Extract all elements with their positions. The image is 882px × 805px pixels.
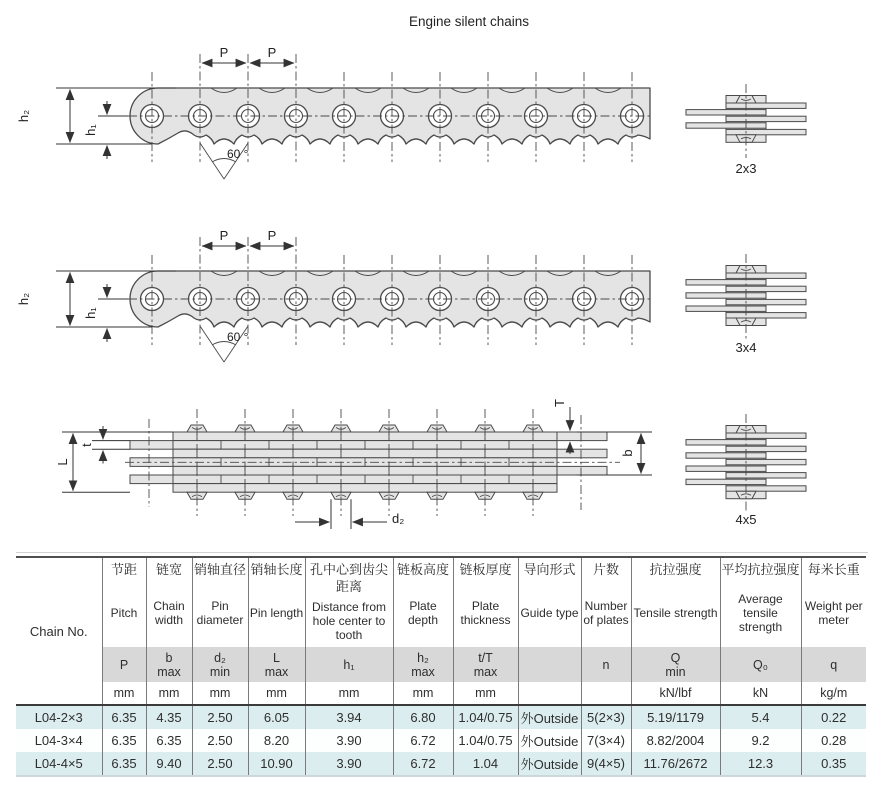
header-row <box>16 557 866 647</box>
unit-cell: kN/lbf <box>631 682 720 705</box>
cell: 外Outside <box>518 729 581 752</box>
cell: 5.4 <box>720 705 801 729</box>
unit-cell: mm <box>146 682 192 705</box>
unit-cell <box>518 682 581 705</box>
cell: 0.22 <box>801 705 866 729</box>
cell: 1.04/0.75 <box>453 729 518 752</box>
cell: 外Outside <box>518 752 581 776</box>
symbol-cell: n <box>581 647 631 682</box>
cell: 外Outside <box>518 705 581 729</box>
chain-plan-view-diagram <box>40 395 685 547</box>
unit-cell: mm <box>102 682 146 705</box>
table-row <box>16 729 866 752</box>
cell: 2.50 <box>192 729 248 752</box>
page-title: Engine silent chains <box>408 14 530 29</box>
stack-section-2x3 <box>660 78 840 180</box>
cell: 0.35 <box>801 752 866 776</box>
symbol-row <box>16 647 866 682</box>
cell: 7(3×4) <box>581 729 631 752</box>
stack-label-4x5: 4x5 <box>735 512 757 527</box>
chain-no-cell: L04-4×5 <box>16 752 102 776</box>
col-header-plate-thickness: 链板厚度 Plate thickness <box>453 557 518 647</box>
col-header-number-of-plates: 片数 Number of plates <box>581 557 631 647</box>
cell: 6.35 <box>102 705 146 729</box>
T-label: T <box>552 399 567 407</box>
t-label: t <box>79 443 94 447</box>
cell: 3.90 <box>305 729 393 752</box>
symbol-cell: P <box>102 647 146 682</box>
col-header-pitch: 节距 Pitch <box>102 557 146 647</box>
symbol-cell: h₂ max <box>393 647 453 682</box>
cell: 6.35 <box>102 752 146 776</box>
d2-label: d₂ <box>392 511 405 526</box>
cell: 8.20 <box>248 729 305 752</box>
chain-no-cell: L04-3×4 <box>16 729 102 752</box>
symbol-cell <box>518 647 581 682</box>
spec-table <box>16 556 866 777</box>
stack-section-3x4 <box>660 248 840 362</box>
chain-side-view-diagram-2 <box>0 221 662 399</box>
cell: 9.40 <box>146 752 192 776</box>
unit-cell: mm <box>192 682 248 705</box>
col-header-tensile-strength: 抗拉强度 Tensile strength <box>631 557 720 647</box>
cell: 4.35 <box>146 705 192 729</box>
col-header-plate-depth: 链板高度 Plate depth <box>393 557 453 647</box>
col-header-pin-diameter: 销轴直径 Pin diameter <box>192 557 248 647</box>
cell: 1.04/0.75 <box>453 705 518 729</box>
cell: 3.90 <box>305 752 393 776</box>
cell: 6.72 <box>393 729 453 752</box>
unit-cell <box>581 682 631 705</box>
symbol-cell: h₁ <box>305 647 393 682</box>
page: Engine silent chains P P h₂ h₁ L t T b d₂ 2x3 3x4 4x5 Chain No. 节距 Pitch 链宽 Chain width 销轴直径 Pin diameter 销轴长度 Pin length 孔中心到齿尖距离 Distance from hole center to tooth 链板高度 Plate depth 链板厚度 Plate thickness 导向形式 Guide type 片数 Number of plates 抗拉强度 Tensile strength 平均抗拉强度 Average tensile strength 每米长重 Weight per meter P b max d₂ min L max h₁ h₂ max t/T max n Q min Q₀ q mm mm mm mm mm mm mm kN/lbf kN kg/m L04-2×3 6.35 4.35 2.50 6.05 3.94 6.80 1.04/0.75 外Outside 5(2×3) 5.19/1179 5.4 0.22 L04-3×4 6.35 6.35 2.50 8.20 3.90 6.72 1.04/0.75 外Outside 7(3×4) 8.82/2004 9.2 0.28 L04-4×5 6.35 9.40 2.50 10.90 3.90 6.72 1.04 外Outside 9(4×5) 11.76/2672 12.3 0.35 <box>0 0 882 805</box>
cell: 8.82/2004 <box>631 729 720 752</box>
symbol-cell: t/T max <box>453 647 518 682</box>
cell: 0.28 <box>801 729 866 752</box>
cell: 9(4×5) <box>581 752 631 776</box>
unit-cell: kg/m <box>801 682 866 705</box>
cell: 6.35 <box>102 729 146 752</box>
symbol-cell: L max <box>248 647 305 682</box>
cell: 6.35 <box>146 729 192 752</box>
unit-cell: mm <box>248 682 305 705</box>
cell: 6.72 <box>393 752 453 776</box>
stack-section-4x5 <box>660 408 840 534</box>
symbol-cell: Q₀ <box>720 647 801 682</box>
symbol-cell: b max <box>146 647 192 682</box>
cell: 5.19/1179 <box>631 705 720 729</box>
cell: 12.3 <box>720 752 801 776</box>
cell: 2.50 <box>192 705 248 729</box>
table-row <box>16 752 866 776</box>
cell: 1.04 <box>453 752 518 776</box>
col-header-guide-type: 导向形式 Guide type <box>518 557 581 647</box>
unit-cell: mm <box>453 682 518 705</box>
symbol-cell: q <box>801 647 866 682</box>
unit-cell: kN <box>720 682 801 705</box>
cell: 2.50 <box>192 752 248 776</box>
unit-cell: mm <box>305 682 393 705</box>
unit-cell: mm <box>393 682 453 705</box>
col-header-distance: 孔中心到齿尖距离 Distance from hole center to tooth <box>305 557 393 647</box>
chain-no-header: Chain No. <box>16 557 102 705</box>
col-header-average-tensile: 平均抗拉强度 Average tensile strength <box>720 557 801 647</box>
cell: 3.94 <box>305 705 393 729</box>
cell: 6.05 <box>248 705 305 729</box>
chain-no-cell: L04-2×3 <box>16 705 102 729</box>
spec-table-wrap <box>16 552 868 777</box>
cell: 9.2 <box>720 729 801 752</box>
cell: 10.90 <box>248 752 305 776</box>
L-label: L <box>55 458 70 466</box>
stack-label-3x4: 3x4 <box>735 340 757 355</box>
cell: 5(2×3) <box>581 705 631 729</box>
b-label: b <box>620 449 635 457</box>
chain-side-view-diagram-1 <box>0 38 662 216</box>
col-header-weight: 每米长重 Weight per meter <box>801 557 866 647</box>
stack-label-2x3: 2x3 <box>735 161 757 176</box>
t-extension-lines <box>92 441 130 450</box>
symbol-cell: Q min <box>631 647 720 682</box>
cell: 11.76/2672 <box>631 752 720 776</box>
table-row <box>16 705 866 729</box>
col-header-pin-length: 销轴长度 Pin length <box>248 557 305 647</box>
unit-row <box>16 682 866 705</box>
cell: 6.80 <box>393 705 453 729</box>
col-header-chain-width: 链宽 Chain width <box>146 557 192 647</box>
symbol-cell: d₂ min <box>192 647 248 682</box>
